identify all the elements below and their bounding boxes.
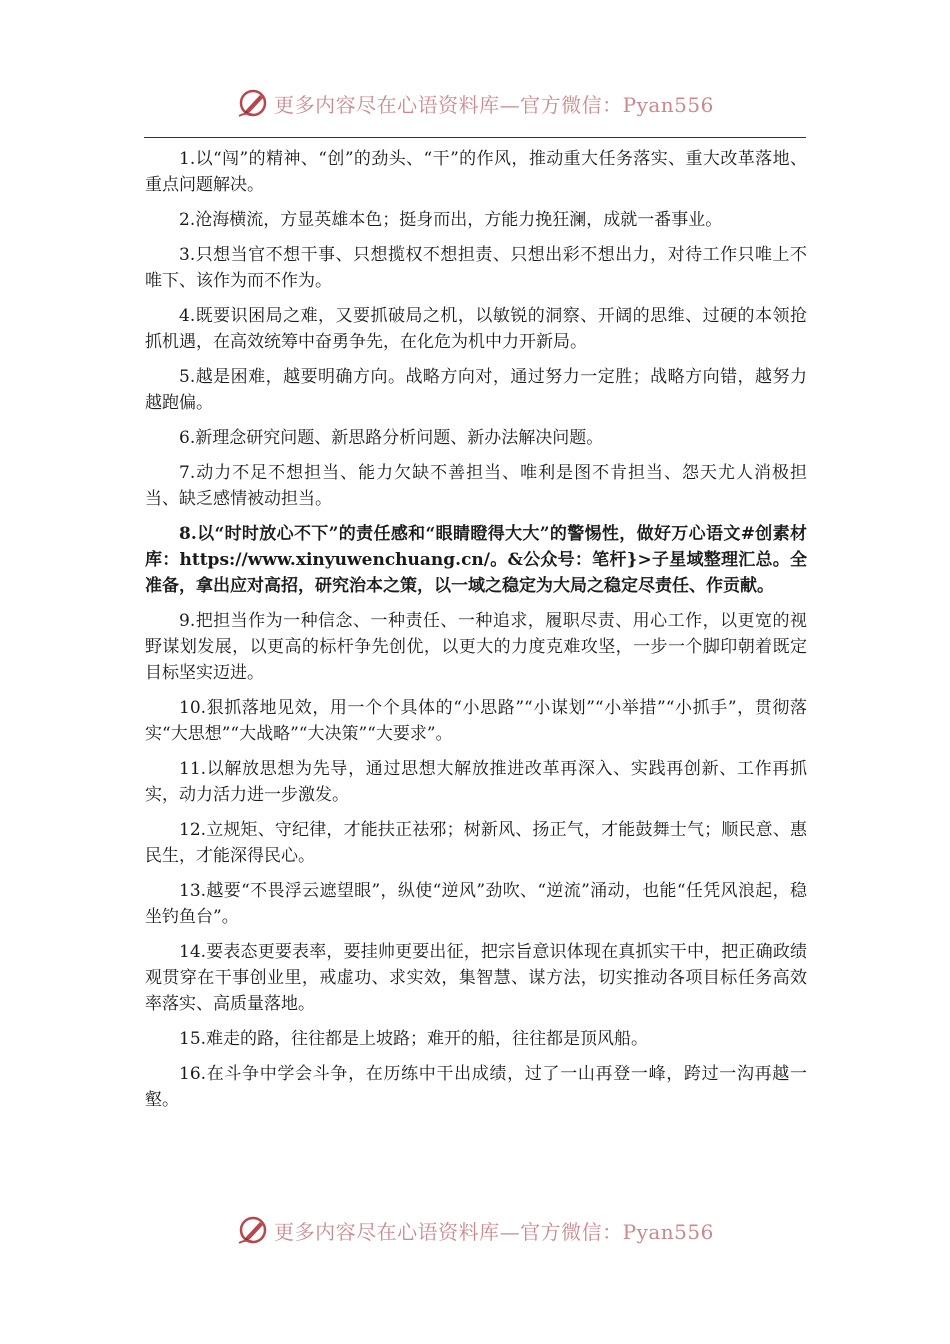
footer-banner-text: 更多内容尽在心语资料库—官方微信：Pyan556 — [274, 1219, 714, 1244]
pen-logo-icon — [236, 86, 270, 120]
document-body — [145, 146, 807, 1122]
list-item: 16.在斗争中学会斗争，在历练中干出成绩，过了一山再登一峰，跨过一沟再越一壑。 — [145, 1064, 807, 1110]
footer-banner — [0, 1210, 950, 1250]
header-banner-text: 更多内容尽在心语资料库—官方微信：Pyan556 — [274, 92, 714, 117]
list-item: 8.以“时时放心不下”的责任感和“眼睛瞪得大大”的警惕性，做好万心语文#创素材库：https://www.xinyuwenchuang.cn/。&公众号：笔杆}>子星域整理汇总。全准备，拿出应对高招，研究治本之策，以一域之稳定为大局之稳定尽责任、作贡献。 — [145, 524, 807, 596]
pen-logo-icon — [236, 1213, 270, 1247]
list-item: 5.越是困难，越要明确方向。战略方向对，通过努力一定胜；战略方向错，越努力越跑偏。 — [145, 367, 807, 413]
list-item: 15.难走的路，往往都是上坡路；难开的船，往往都是顶风船。 — [179, 1029, 649, 1049]
list-item: 1.以“闯”的精神、“创”的劲头、“干”的作风，推动重大任务落实、重大改革落地、重点问题解决。 — [145, 149, 807, 195]
list-item: 12.立规矩、守纪律，才能扶正祛邪；树新风、扬正气，才能鼓舞士气；顺民意、惠民生，才能深得民心。 — [145, 820, 807, 866]
list-item: 10.狠抓落地见效，用一个个具体的“小思路”“小谋划”“小举措”“小抓手”，贯彻落实“大思想”“大战略”“大决策”“大要求”。 — [145, 698, 807, 744]
list-item: 4.既要识困局之难，又要抓破局之机，以敏锐的洞察、开阔的思维、过硬的本领抢抓机遇，在高效统筹中奋勇争先，在化危为机中力开新局。 — [145, 306, 807, 352]
header-divider — [144, 137, 806, 138]
list-item: 11.以解放思想为先导，通过思想大解放推进改革再深入、实践再创新、工作再抓实，动力活力进一步激发。 — [145, 759, 807, 805]
list-item: 6.新理念研究问题、新思路分析问题、新办法解决问题。 — [179, 428, 604, 448]
list-item: 14.要表态更要表率，要挂帅更要出征，把宗旨意识体现在真抓实干中，把正确政绩观贯穿在干事创业里，戒虚功、求实效，集智慧、谋方法，切实推动各项目标任务高效率落实、高质量落地。 — [145, 942, 807, 1014]
list-item: 9.把担当作为一种信念、一种责任、一种追求，履职尽责、用心工作，以更宽的视野谋划发展，以更高的标杆争先创优，以更大的力度克难攻坚，一步一个脚印朝着既定目标坚实迈进。 — [145, 611, 807, 683]
list-item: 7.动力不足不想担当、能力欠缺不善担当、唯利是图不肯担当、怨天尤人消极担当、缺乏感情被动担当。 — [145, 463, 807, 509]
list-item: 2.沧海横流，方显英雄本色；挺身而出，方能力挽狂澜，成就一番事业。 — [179, 210, 723, 230]
header-banner — [0, 83, 950, 123]
list-item: 3.只想当官不想干事、只想揽权不想担责、只想出彩不想出力，对待工作只唯上不唯下、该作为而不作为。 — [145, 245, 807, 291]
list-item: 13.越要“不畏浮云遮望眼”，纵使“逆风”劲吹、“逆流”涌动，也能“任凭风浪起，稳坐钓鱼台”。 — [145, 881, 807, 927]
